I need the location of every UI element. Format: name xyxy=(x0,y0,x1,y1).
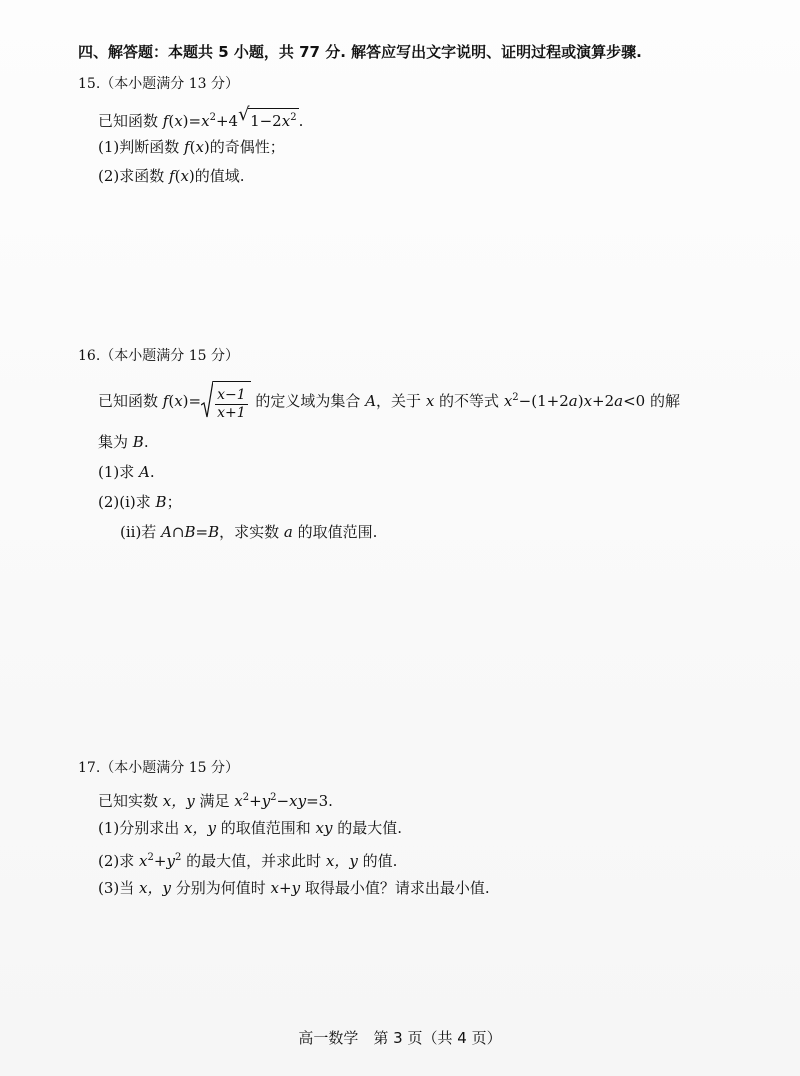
q15-rad-a: 1−2 xyxy=(250,112,282,130)
q16-x3: x xyxy=(503,392,513,410)
q16-cont: 集为 B. xyxy=(98,433,149,451)
q17-sq2: 2 xyxy=(270,792,277,803)
q15-sqrt: √ $1-2x^2$ xyxy=(238,104,297,130)
q16-mid3: 的不等式 xyxy=(434,392,504,410)
q17-part3-mid2: 取得最小值？请求出最小值. xyxy=(300,879,490,897)
q15-intro: 已知函数 $f(x)=x^2+4$ √ $1-2x^2$ . xyxy=(98,104,304,130)
q15-part2-f: f xyxy=(169,167,175,185)
q17-part1-text: (1)分别求出 xyxy=(98,819,185,837)
page-footer: 高一数学 第 3 页（共 4 页） xyxy=(298,1029,502,1047)
q15-part2: (2)求函数 f(x)的值域. xyxy=(98,167,245,185)
q16-setA: A xyxy=(365,392,377,410)
q15-part1-f: f xyxy=(184,138,190,156)
q16-a2: a xyxy=(614,392,624,410)
q17-part2-sq2: 2 xyxy=(174,852,182,863)
q17-part2-tail: 的值. xyxy=(357,852,398,870)
q16-part2-text: (2)(i)求 xyxy=(98,493,156,511)
q15-part2-text: (2)求函数 xyxy=(98,167,170,185)
q16-part1-text: (1)求 xyxy=(98,463,140,481)
q16-part2-B: B xyxy=(155,493,167,511)
q16-part1-A: A xyxy=(139,463,150,481)
q16-part3-tail: ，求实数 xyxy=(219,523,284,541)
q16-ineq4: <0 的解 xyxy=(623,392,680,410)
q17-part2-xy: x，y xyxy=(325,852,358,870)
q15-plus4: +4 xyxy=(215,112,239,130)
q17-part3-xy: x，y xyxy=(139,879,171,897)
q17-part2-sq1: 2 xyxy=(147,852,154,863)
q17-header: 17.（本小题满分 15 分） xyxy=(78,760,239,776)
q16-intro: 已知函数 f(x)= $\frac{x-1}{x+1}$ 的定义域为集合 A，关于 x 的不等式 $x^2-(1+2a)x+2a<0$ 的解 xyxy=(98,378,680,423)
q16-frac-den: x+1 xyxy=(217,404,246,421)
q16-mid: 的定义域为集合 xyxy=(250,392,366,410)
q17-part2-text: (2)求 xyxy=(98,852,140,870)
q16-part3-B: B xyxy=(184,523,196,541)
q17-part3: (3)当 x，y 分别为何值时 x+y 取得最小值？请求出最小值. xyxy=(98,879,490,897)
q16-a1: a xyxy=(568,392,578,410)
q16-setB: B xyxy=(132,433,144,451)
q15-part1-text: (1)判断函数 xyxy=(98,138,185,156)
q15-part1: (1)判断函数 f(x)的奇偶性； xyxy=(98,138,285,156)
q15-rad-sq: 2 xyxy=(290,112,297,123)
q15-intro-prefix: 已知函数 xyxy=(98,112,163,130)
q17-part1-xy: x，y xyxy=(184,819,216,837)
q16-header: 16.（本小题满分 15 分） xyxy=(78,348,239,364)
q17-part2: (2)求 $x^2+y^2$ 的最大值，并求此时 x，y 的值. xyxy=(98,852,398,870)
section-title: 四、解答题：本题共 5 小题，共 77 分. 解答应写出文字说明、证明过程或演算步骤. xyxy=(78,43,642,61)
q15-term1: x xyxy=(201,112,210,130)
q16-x: x xyxy=(174,392,183,410)
q16-part3-end: 的取值范围. xyxy=(292,523,378,541)
q16-part3 xyxy=(120,522,377,542)
q16-ineq: −(1+2 xyxy=(518,392,569,410)
q16-part3-a: a xyxy=(283,523,293,541)
q16-sq: 2 xyxy=(512,392,519,403)
q16-ineq2: ) xyxy=(577,392,584,410)
q16-part3-text: (ii)若 xyxy=(120,523,162,541)
q17-eq: =3. xyxy=(306,792,333,810)
q16-part3-B2: B xyxy=(208,523,220,541)
q15-sq: 2 xyxy=(209,112,216,123)
q15-eq: )= xyxy=(182,112,202,130)
q17-part3-mid: 分别为何值时 xyxy=(170,879,271,897)
q17-sq1: 2 xyxy=(242,792,250,803)
q16-frac-num: x−1 xyxy=(217,386,246,403)
q16-x2: x xyxy=(425,392,435,410)
q15-rad-x: x xyxy=(281,112,291,130)
q15-part1-tail: )的奇偶性； xyxy=(203,138,285,156)
q16-mid2: ，关于 xyxy=(376,392,426,410)
q16-intro-prefix: 已知函数 xyxy=(98,392,163,410)
q17-part1-tail: 的最大值. xyxy=(332,819,402,837)
q17-xy: x，y xyxy=(162,792,195,810)
q17-part2-mid: 的最大值，并求此时 xyxy=(181,852,326,870)
q16-part3-A: A xyxy=(161,523,172,541)
q15-part2-tail: )的值域. xyxy=(188,167,245,185)
q16-ineq3: +2 xyxy=(592,392,615,410)
q16-part2-tail: ； xyxy=(166,493,182,511)
q16-part3-cap: ∩ xyxy=(171,523,185,541)
q15-x: x xyxy=(174,112,183,130)
q16-x4: x xyxy=(583,392,593,410)
q15-fx: f xyxy=(162,112,169,130)
q17-part3-text: (3)当 xyxy=(98,879,140,897)
q16-part1: (1)求 A. xyxy=(98,463,155,481)
q16-sqrt xyxy=(201,381,251,423)
q15-header: 15.（本小题满分 13 分） xyxy=(78,76,239,92)
q17-mid: 满足 xyxy=(194,792,235,810)
q17-part1: (1)分别求出 x，y 的取值范围和 xy 的最大值. xyxy=(98,819,402,837)
q17-intro: 已知实数 x，y 满足 $x^2+y^2-xy=3$. xyxy=(98,792,333,810)
q16-part2 xyxy=(98,492,182,512)
q16-part3-eq: = xyxy=(195,523,209,541)
q17-part1-mid: 的取值范围和 xyxy=(215,819,316,837)
q17-intro-prefix: 已知实数 xyxy=(98,792,163,810)
q16-f: f xyxy=(162,392,169,410)
q16-cont-text: 集为 xyxy=(98,433,133,451)
q15-part2-x: x xyxy=(180,167,189,185)
q15-end: . xyxy=(298,112,304,130)
q15-part1-x: x xyxy=(195,138,204,156)
